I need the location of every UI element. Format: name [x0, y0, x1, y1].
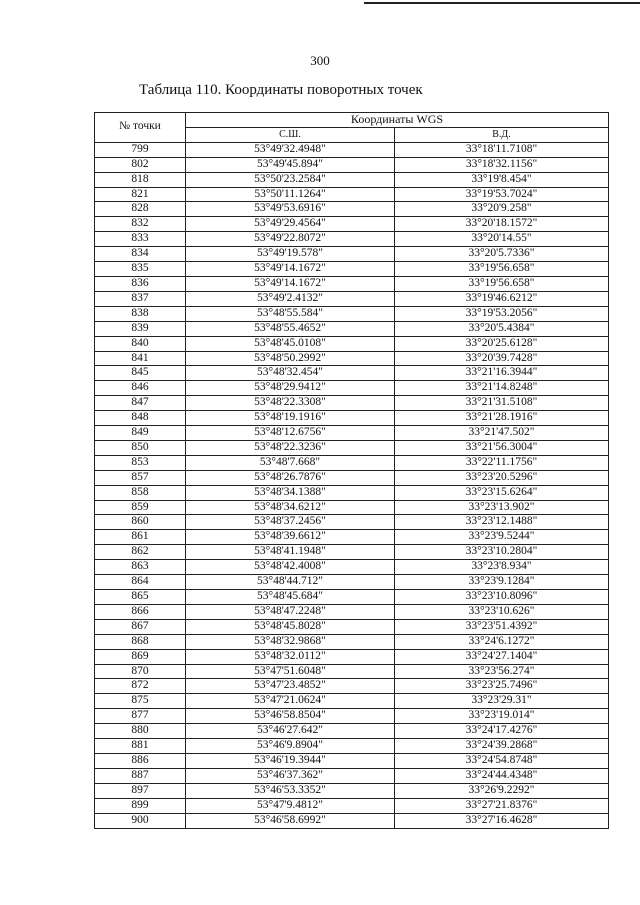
longitude-cell: 33°23'10.2804" [395, 545, 609, 560]
point-number-cell: 866 [95, 604, 186, 619]
longitude-cell: 33°23'25.7496" [395, 679, 609, 694]
longitude-cell: 33°20'5.7336" [395, 247, 609, 262]
longitude-cell: 33°23'13.902" [395, 500, 609, 515]
point-number-cell: 877 [95, 709, 186, 724]
latitude-cell: 53°48'22.3236" [186, 440, 395, 455]
latitude-cell: 53°49'22.8072" [186, 232, 395, 247]
point-number-cell: 802 [95, 157, 186, 172]
longitude-cell: 33°24'44.4348" [395, 768, 609, 783]
point-number-cell: 853 [95, 455, 186, 470]
table-row [95, 739, 609, 754]
longitude-cell: 33°21'16.3944" [395, 366, 609, 381]
table-row [95, 515, 609, 530]
table-row [95, 679, 609, 694]
latitude-cell: 53°48'41.1948" [186, 545, 395, 560]
point-number-cell: 869 [95, 649, 186, 664]
longitude-cell: 33°21'28.1916" [395, 411, 609, 426]
longitude-cell: 33°21'14.8248" [395, 381, 609, 396]
latitude-cell: 53°48'32.0112" [186, 649, 395, 664]
latitude-cell: 53°48'7.668" [186, 455, 395, 470]
table-row [95, 575, 609, 590]
latitude-cell: 53°46'9.8904" [186, 739, 395, 754]
longitude-cell: 33°18'11.7108" [395, 142, 609, 157]
latitude-cell: 53°48'42.4008" [186, 560, 395, 575]
point-number-cell: 865 [95, 590, 186, 605]
point-number-cell: 867 [95, 619, 186, 634]
point-number-cell: 857 [95, 470, 186, 485]
point-number-cell: 846 [95, 381, 186, 396]
point-number-cell: 899 [95, 798, 186, 813]
longitude-cell: 33°19'53.2056" [395, 306, 609, 321]
point-number-cell: 841 [95, 351, 186, 366]
point-number-cell: 818 [95, 172, 186, 187]
table-row [95, 306, 609, 321]
table-row [95, 276, 609, 291]
latitude-cell: 53°50'11.1264" [186, 187, 395, 202]
longitude-cell: 33°20'9.258" [395, 202, 609, 217]
header-latitude: С.Ш. [186, 127, 395, 142]
point-number-cell: 828 [95, 202, 186, 217]
latitude-cell: 53°48'19.1916" [186, 411, 395, 426]
top-rule [364, 2, 640, 4]
point-number-cell: 864 [95, 575, 186, 590]
header-point-number: № точки [95, 113, 186, 143]
table-row [95, 157, 609, 172]
latitude-cell: 53°48'34.1388" [186, 485, 395, 500]
point-number-cell: 887 [95, 768, 186, 783]
table-row [95, 291, 609, 306]
point-number-cell: 836 [95, 276, 186, 291]
point-number-cell: 840 [95, 336, 186, 351]
latitude-cell: 53°48'12.6756" [186, 426, 395, 441]
table-row [95, 217, 609, 232]
point-number-cell: 833 [95, 232, 186, 247]
longitude-cell: 33°23'10.8096" [395, 590, 609, 605]
table-row [95, 694, 609, 709]
longitude-cell: 33°24'27.1404" [395, 649, 609, 664]
latitude-cell: 53°48'34.6212" [186, 500, 395, 515]
latitude-cell: 53°49'14.1672" [186, 262, 395, 277]
table-row [95, 724, 609, 739]
longitude-cell: 33°24'17.4276" [395, 724, 609, 739]
longitude-cell: 33°20'14.55" [395, 232, 609, 247]
table-row [95, 813, 609, 828]
table-row [95, 560, 609, 575]
latitude-cell: 53°48'32.9868" [186, 634, 395, 649]
table-row [95, 321, 609, 336]
longitude-cell: 33°27'21.8376" [395, 798, 609, 813]
latitude-cell: 53°48'45.8028" [186, 619, 395, 634]
latitude-cell: 53°47'23.4852" [186, 679, 395, 694]
longitude-cell: 33°19'56.658" [395, 276, 609, 291]
point-number-cell: 834 [95, 247, 186, 262]
table-row [95, 351, 609, 366]
table-row [95, 187, 609, 202]
longitude-cell: 33°19'56.658" [395, 262, 609, 277]
longitude-cell: 33°20'25.6128" [395, 336, 609, 351]
longitude-cell: 33°23'29.31" [395, 694, 609, 709]
longitude-cell: 33°27'16.4628" [395, 813, 609, 828]
longitude-cell: 33°24'6.1272" [395, 634, 609, 649]
longitude-cell: 33°19'8.454" [395, 172, 609, 187]
latitude-cell: 53°48'45.684" [186, 590, 395, 605]
latitude-cell: 53°49'32.4948" [186, 142, 395, 157]
table-row [95, 783, 609, 798]
table-row [95, 426, 609, 441]
table-row [95, 366, 609, 381]
latitude-cell: 53°48'44.712" [186, 575, 395, 590]
longitude-cell: 33°20'5.4384" [395, 321, 609, 336]
table-row [95, 262, 609, 277]
point-number-cell: 832 [95, 217, 186, 232]
table-row [95, 440, 609, 455]
table-row [95, 336, 609, 351]
latitude-cell: 53°46'58.6992" [186, 813, 395, 828]
point-number-cell: 870 [95, 664, 186, 679]
latitude-cell: 53°48'22.3308" [186, 396, 395, 411]
latitude-cell: 53°47'21.0624" [186, 694, 395, 709]
latitude-cell: 53°49'45.894" [186, 157, 395, 172]
longitude-cell: 33°23'56.274" [395, 664, 609, 679]
table-row [95, 455, 609, 470]
point-number-cell: 861 [95, 530, 186, 545]
table-row [95, 485, 609, 500]
point-number-cell: 862 [95, 545, 186, 560]
point-number-cell: 837 [95, 291, 186, 306]
longitude-cell: 33°26'9.2292" [395, 783, 609, 798]
point-number-cell: 863 [95, 560, 186, 575]
table-row [95, 649, 609, 664]
latitude-cell: 53°48'47.2248" [186, 604, 395, 619]
point-number-cell: 821 [95, 187, 186, 202]
point-number-cell: 859 [95, 500, 186, 515]
point-number-cell: 860 [95, 515, 186, 530]
latitude-cell: 53°46'27.642" [186, 724, 395, 739]
latitude-cell: 53°48'32.454" [186, 366, 395, 381]
point-number-cell: 850 [95, 440, 186, 455]
latitude-cell: 53°49'14.1672" [186, 276, 395, 291]
longitude-cell: 33°23'8.934" [395, 560, 609, 575]
table-row [95, 604, 609, 619]
longitude-cell: 33°23'9.1284" [395, 575, 609, 590]
point-number-cell: 858 [95, 485, 186, 500]
table-row [95, 500, 609, 515]
longitude-cell: 33°23'9.5244" [395, 530, 609, 545]
longitude-cell: 33°23'15.6264" [395, 485, 609, 500]
point-number-cell: 900 [95, 813, 186, 828]
table-row [95, 202, 609, 217]
point-number-cell: 868 [95, 634, 186, 649]
coordinates-table [94, 112, 609, 829]
latitude-cell: 53°46'58.8504" [186, 709, 395, 724]
table-row [95, 247, 609, 262]
point-number-cell: 881 [95, 739, 186, 754]
table-row [95, 381, 609, 396]
point-number-cell: 848 [95, 411, 186, 426]
point-number-cell: 849 [95, 426, 186, 441]
table-row [95, 232, 609, 247]
latitude-cell: 53°48'39.6612" [186, 530, 395, 545]
latitude-cell: 53°46'19.3944" [186, 753, 395, 768]
point-number-cell: 839 [95, 321, 186, 336]
latitude-cell: 53°48'37.2456" [186, 515, 395, 530]
latitude-cell: 53°48'29.9412" [186, 381, 395, 396]
longitude-cell: 33°18'32.1156" [395, 157, 609, 172]
longitude-cell: 33°21'47.502" [395, 426, 609, 441]
table-title: Таблица 110. Координаты поворотных точек [139, 82, 423, 98]
longitude-cell: 33°24'54.8748" [395, 753, 609, 768]
latitude-cell: 53°46'37.362" [186, 768, 395, 783]
table-row [95, 470, 609, 485]
point-number-cell: 875 [95, 694, 186, 709]
latitude-cell: 53°47'9.4812" [186, 798, 395, 813]
table-row [95, 768, 609, 783]
longitude-cell: 33°21'31.5108" [395, 396, 609, 411]
header-wgs-coordinates: Координаты WGS [186, 113, 609, 128]
table-row [95, 709, 609, 724]
point-number-cell: 880 [95, 724, 186, 739]
page-number: 300 [310, 53, 330, 68]
point-number-cell: 799 [95, 142, 186, 157]
point-number-cell: 897 [95, 783, 186, 798]
table-row [95, 411, 609, 426]
table-row [95, 634, 609, 649]
latitude-cell: 53°49'29.4564" [186, 217, 395, 232]
point-number-cell: 847 [95, 396, 186, 411]
latitude-cell: 53°46'53.3352" [186, 783, 395, 798]
longitude-cell: 33°20'39.7428" [395, 351, 609, 366]
longitude-cell: 33°19'46.6212" [395, 291, 609, 306]
longitude-cell: 33°24'39.2868" [395, 739, 609, 754]
header-longitude: В.Д. [395, 127, 609, 142]
longitude-cell: 33°21'56.3004" [395, 440, 609, 455]
table-row [95, 530, 609, 545]
table-row [95, 753, 609, 768]
latitude-cell: 53°49'2.4132" [186, 291, 395, 306]
table-row [95, 798, 609, 813]
latitude-cell: 53°48'45.0108" [186, 336, 395, 351]
point-number-cell: 872 [95, 679, 186, 694]
longitude-cell: 33°19'53.7024" [395, 187, 609, 202]
point-number-cell: 845 [95, 366, 186, 381]
longitude-cell: 33°20'18.1572" [395, 217, 609, 232]
latitude-cell: 53°48'50.2992" [186, 351, 395, 366]
table-row [95, 172, 609, 187]
longitude-cell: 33°23'51.4392" [395, 619, 609, 634]
latitude-cell: 53°48'26.7876" [186, 470, 395, 485]
point-number-cell: 835 [95, 262, 186, 277]
table-body [95, 142, 609, 828]
latitude-cell: 53°48'55.4652" [186, 321, 395, 336]
table-row [95, 664, 609, 679]
longitude-cell: 33°23'12.1488" [395, 515, 609, 530]
longitude-cell: 33°23'10.626" [395, 604, 609, 619]
table-row [95, 396, 609, 411]
longitude-cell: 33°23'20.5296" [395, 470, 609, 485]
latitude-cell: 53°48'55.584" [186, 306, 395, 321]
table-row [95, 545, 609, 560]
table-row [95, 142, 609, 157]
longitude-cell: 33°23'19.014" [395, 709, 609, 724]
latitude-cell: 53°50'23.2584" [186, 172, 395, 187]
table-row [95, 619, 609, 634]
table-row [95, 590, 609, 605]
point-number-cell: 838 [95, 306, 186, 321]
point-number-cell: 886 [95, 753, 186, 768]
latitude-cell: 53°49'53.6916" [186, 202, 395, 217]
latitude-cell: 53°47'51.6048" [186, 664, 395, 679]
latitude-cell: 53°49'19.578" [186, 247, 395, 262]
longitude-cell: 33°22'11.1756" [395, 455, 609, 470]
